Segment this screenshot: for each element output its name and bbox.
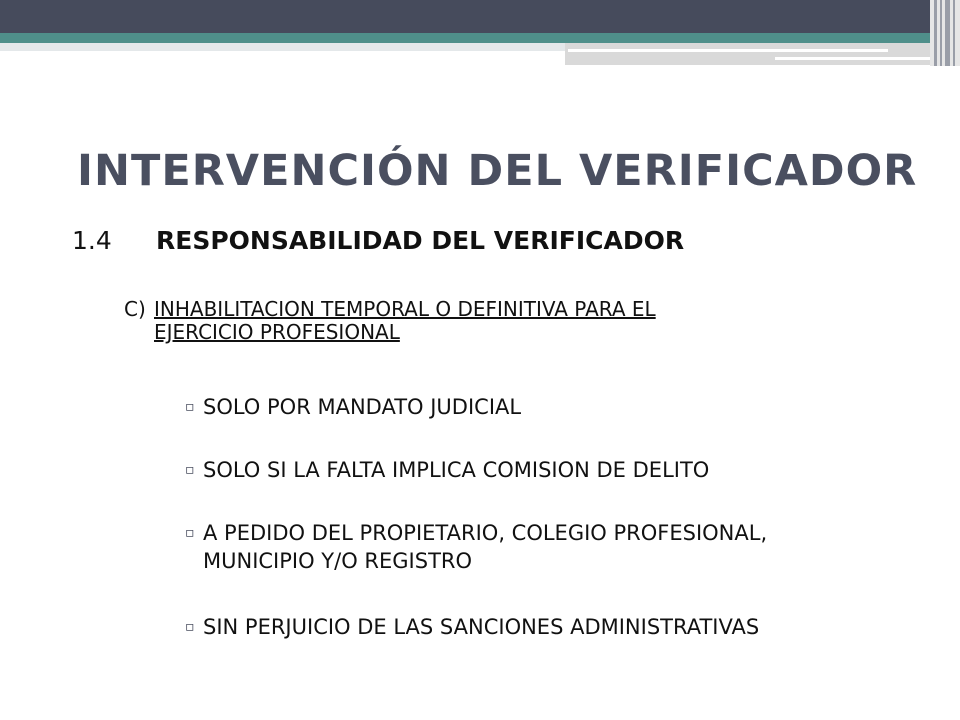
header-corner-stripe	[945, 0, 950, 66]
list-item-c-line-1: INHABILITACION TEMPORAL O DEFINITIVA PARA EL	[154, 297, 656, 321]
bullet-text: SOLO SI LA FALTA IMPLICA COMISION DE DELITO	[203, 458, 710, 482]
bullet-text: SOLO POR MANDATO JUDICIAL	[203, 395, 522, 419]
bullet-square-icon: ▫	[185, 462, 195, 478]
header-gray-band	[565, 43, 930, 65]
bullet-text: SIN PERJUICIO DE LAS SANCIONES ADMINISTRATIVAS	[203, 615, 760, 639]
section-number: 1.4	[72, 226, 112, 255]
slide-title: INTERVENCIÓN DEL VERIFICADOR	[77, 146, 918, 196]
header-white-line-short	[775, 57, 930, 60]
bullet-square-icon: ▫	[185, 399, 195, 415]
list-item-letter: C)	[124, 297, 146, 321]
header-teal-bar	[0, 33, 930, 43]
header-corner-stripe	[934, 0, 937, 66]
bullet-text-line-1: A PEDIDO DEL PROPIETARIO, COLEGIO PROFESIONAL,	[203, 521, 768, 545]
bullet-square-icon: ▫	[185, 525, 195, 541]
list-item-c-line-2: EJERCICIO PROFESIONAL	[154, 320, 400, 344]
header-white-line	[568, 49, 888, 52]
header-corner-stripe	[940, 0, 942, 66]
bullet-square-icon: ▫	[185, 619, 195, 635]
header-corner-stripe	[953, 0, 955, 66]
section-heading	[72, 226, 684, 255]
section-heading-text: RESPONSABILIDAD DEL VERIFICADOR	[156, 226, 685, 255]
header-light-strip	[0, 43, 565, 51]
bullet-text-line-2: MUNICIPIO Y/O REGISTRO	[203, 549, 473, 573]
header-dark-bar	[0, 0, 930, 33]
